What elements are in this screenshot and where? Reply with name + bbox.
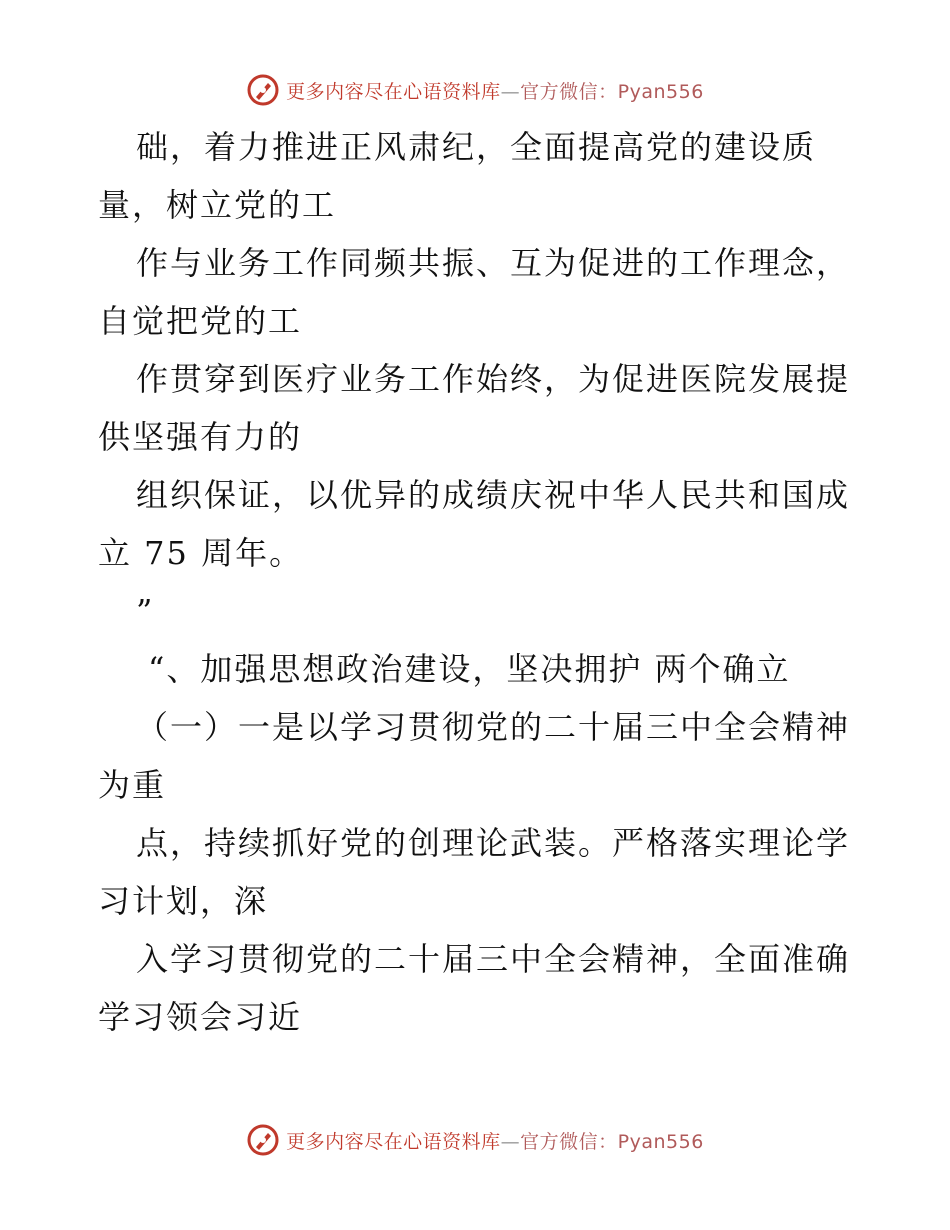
banner-main-text: 更多内容尽在心语资料库 [286,80,501,103]
pen-logo-icon [246,73,280,107]
text-line-14: 习计划，深 [98,882,269,920]
banner-separator: — [500,1130,521,1153]
text-line-5: 作贯穿到医疗业务工作始终，为促进医院发展提 [136,360,851,398]
text-line-16: 学习领会习近 [98,998,303,1036]
banner-text [286,77,704,104]
text-line-15: 入学习贯彻党的二十届三中全会精神，全面准确 [136,940,851,978]
text-line-7: 组织保证，以优异的成绩庆祝中华人民共和国成 [136,476,851,514]
text-line-13: 点，持续抓好党的创理论武装。严格落实理论学 [136,824,851,862]
text-line-1: 础，着力推进正风肃纪，全面提高党的建设质 [136,128,817,166]
document-body [98,118,858,1046]
header-watermark-banner [0,70,950,110]
text-line-11: （一）一是以学习贯彻党的二十届三中全会精神 [136,708,851,746]
banner-wechat-text: 官方微信：Pyan556 [520,1130,704,1153]
footer-watermark-banner [0,1120,950,1160]
section-heading: “、加强思想政治建设，坚决拥护 两个确立 [148,650,791,688]
text-line-2: 量，树立党的工 [98,186,337,224]
text-line-9: ” [136,592,155,630]
text-line-8: 立 75 周年。 [98,534,304,572]
text-line-12: 为重 [98,766,167,804]
banner-text [286,1127,704,1154]
text-line-3: 作与业务工作同频共振、互为促进的工作理念， [136,244,851,282]
banner-separator: — [500,80,521,103]
banner-main-text: 更多内容尽在心语资料库 [286,1130,501,1153]
pen-logo-icon [246,1123,280,1157]
text-line-6: 供坚强有力的 [98,418,303,456]
text-line-4: 自觉把党的工 [98,302,303,340]
banner-wechat-text: 官方微信：Pyan556 [520,80,704,103]
